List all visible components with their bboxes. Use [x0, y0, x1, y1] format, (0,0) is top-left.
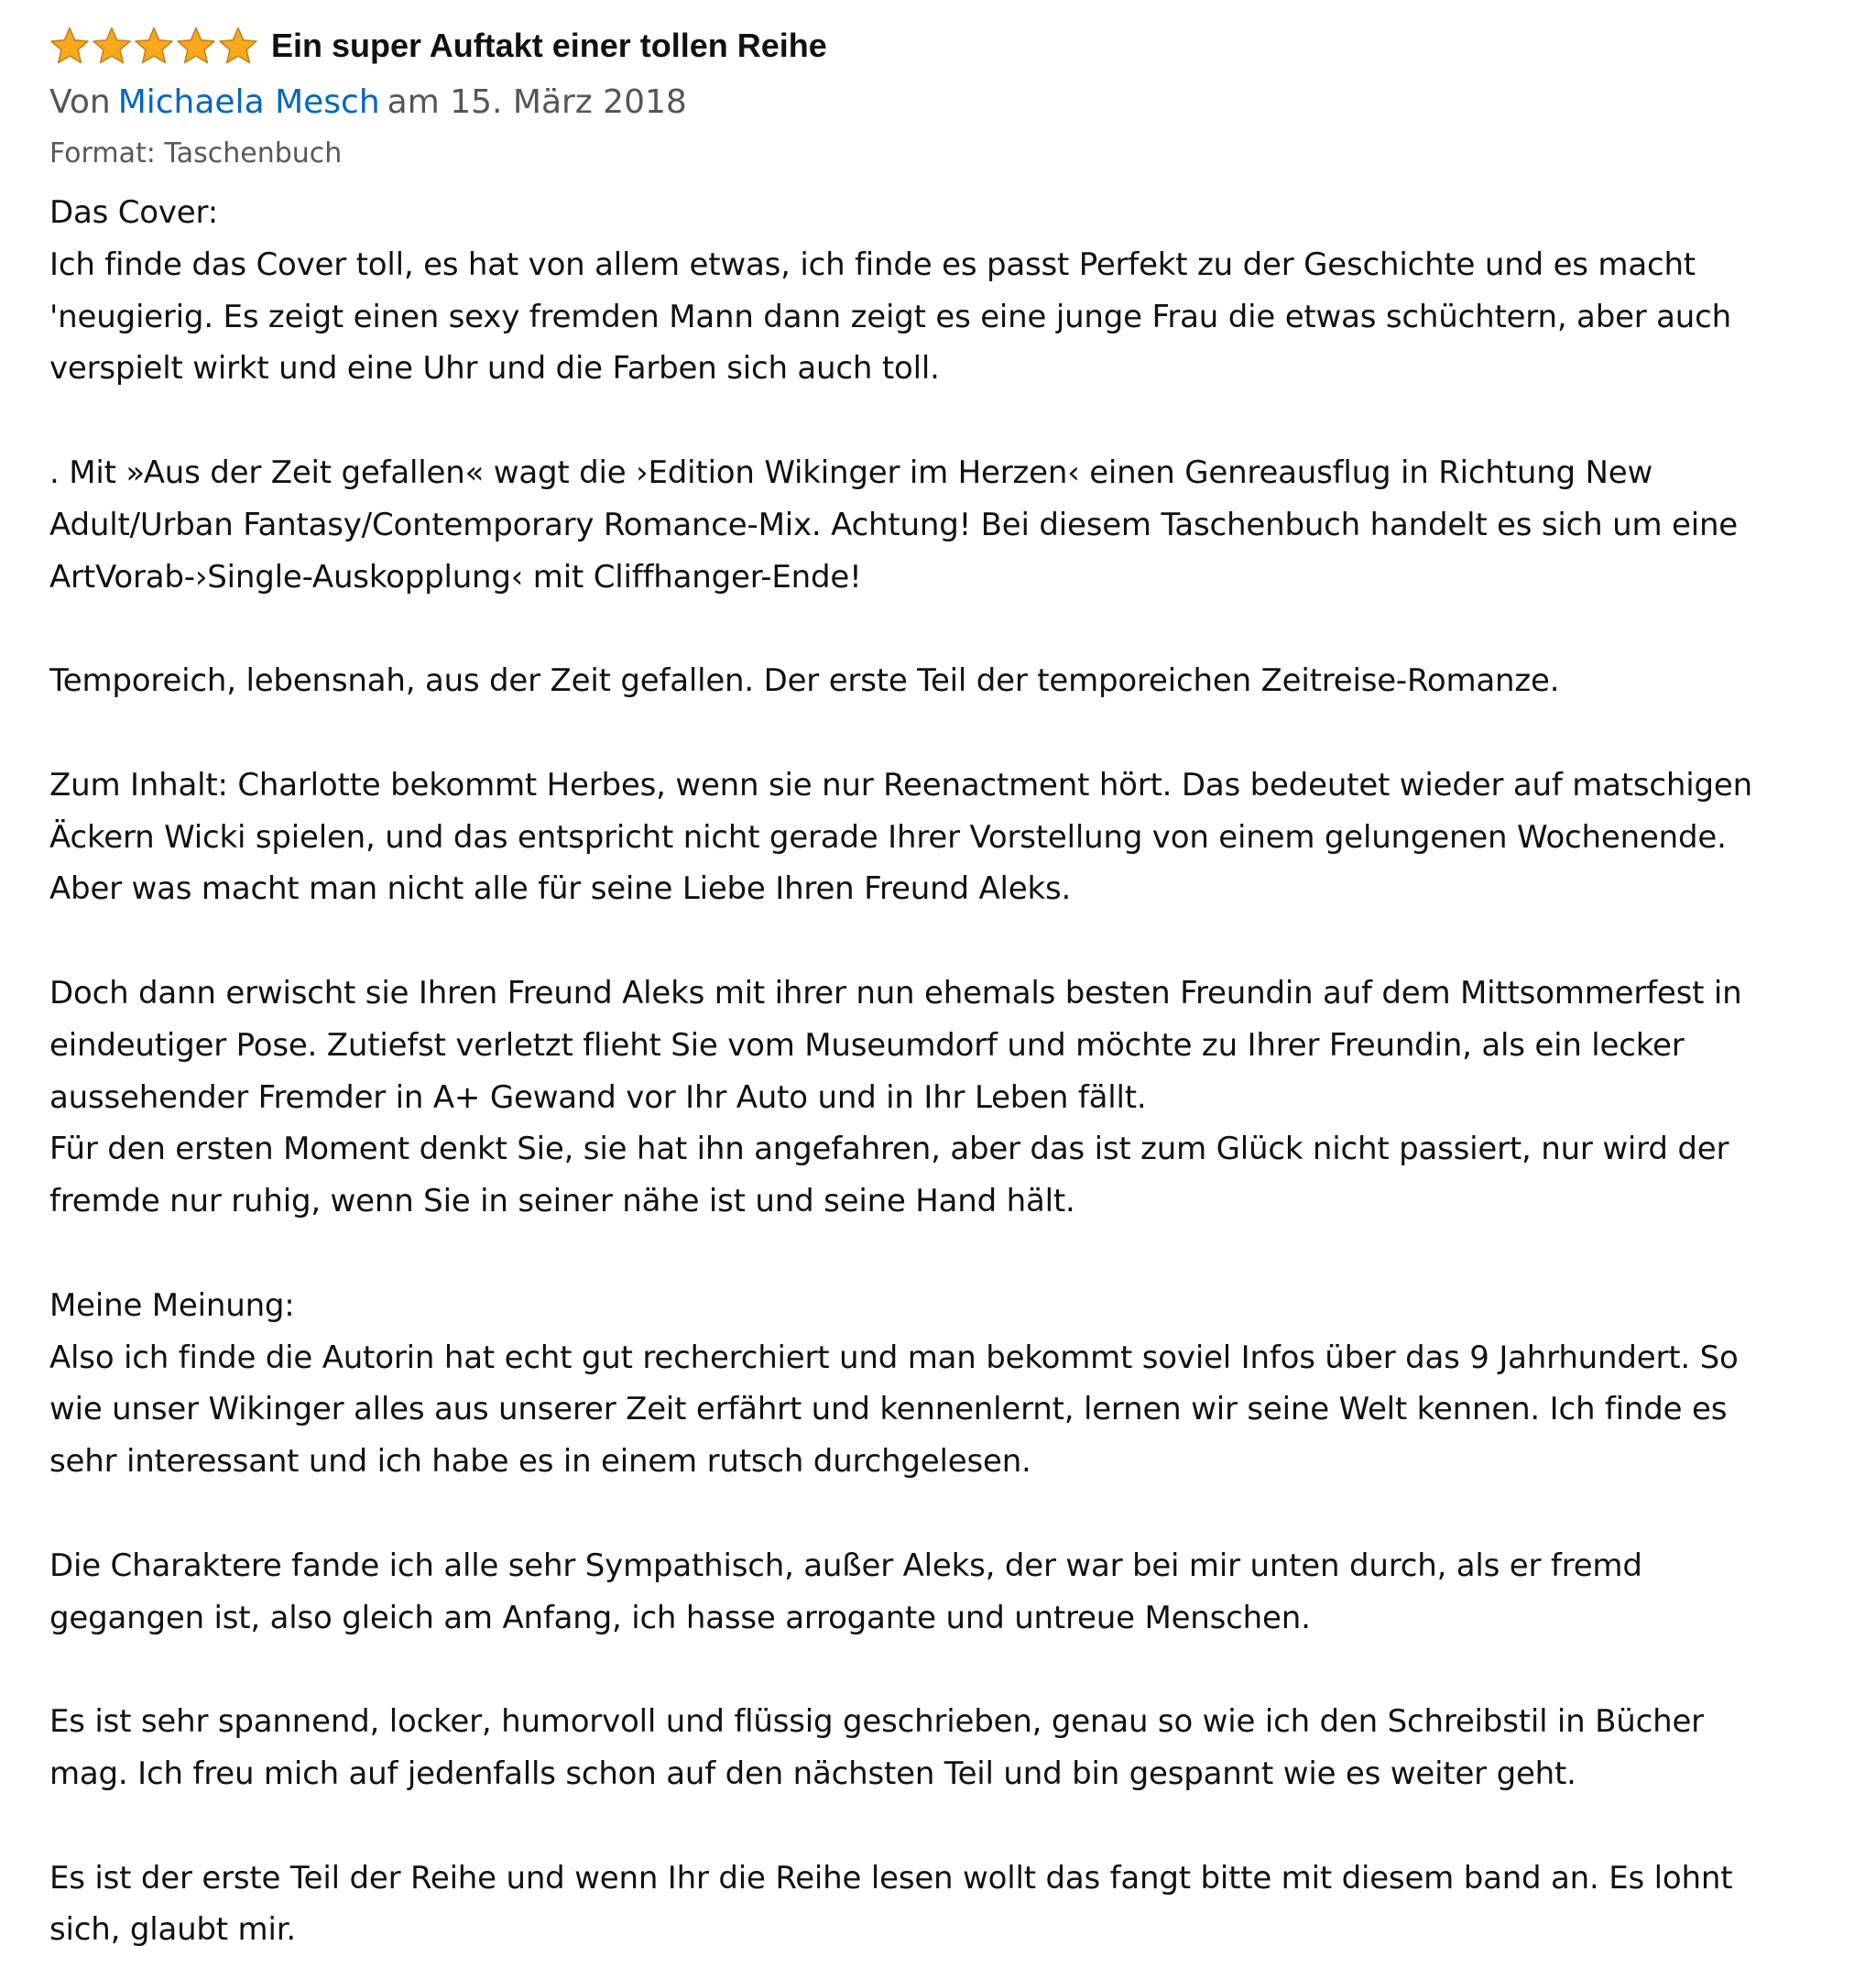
star-rating[interactable]: [49, 26, 258, 66]
review-text-line: 'neugierig. Es zeigt einen sexy fremden Mann dann zeigt es eine junge Frau die etwas schüchtern, aber auch: [49, 298, 1732, 335]
review-text-line: gegangen ist, also gleich am Anfang, ich hasse arrogante und untreue Menschen.: [49, 1599, 1311, 1636]
review-text-line: Zum Inhalt: Charlotte bekommt Herbes, wenn sie nur Reenactment hört. Das bedeutet wieder auf matschigen: [49, 766, 1752, 804]
review-text-line: Meine Meinung:: [49, 1286, 295, 1324]
paragraph-gap: [49, 707, 1845, 760]
star-icon: [49, 26, 90, 66]
paragraph-gap: [49, 1800, 1845, 1853]
review-text-line: Es ist sehr spannend, locker, humorvoll und flüssig geschrieben, genau so wie ich den Schreibstil in Bücher: [49, 1703, 1704, 1741]
review-text-line: Adult/Urban Fantasy/Contemporary Romance-Mix. Achtung! Bei diesem Taschenbuch handelt es sich um eine: [49, 506, 1739, 543]
customer-review: [49, 20, 1845, 1956]
review-text-line: Äckern Wicki spielen, und das entspricht nicht gerade Ihrer Vorstellung von einem gelungenen Wochenende.: [49, 818, 1727, 856]
review-text-line: Temporeich, lebensnah, aus der Zeit gefallen. Der erste Teil der temporeichen Zeitreise-Romanze.: [49, 662, 1560, 700]
review-text-line: fremde nur ruhig, wenn Sie in seiner nähe ist und seine Hand hält.: [49, 1183, 1075, 1220]
paragraph-gap: [49, 1488, 1845, 1540]
review-text-line: Es ist der erste Teil der Reihe und wenn Ihr die Reihe lesen wollt das fangt bitte mit diesem band an. Es lohnt: [49, 1859, 1733, 1897]
review-text-line: Also ich finde die Autorin hat echt gut recherchiert und man bekommt soviel Infos über das 9 Jahrhundert. So: [49, 1339, 1739, 1376]
review-text-line: ArtVorab-›Single-Auskopplung‹ mit Cliffhanger-Ende!: [49, 558, 862, 596]
review-text-line: sehr interessant und ich habe es in einem rutsch durchgelesen.: [49, 1443, 1031, 1481]
paragraph-gap: [49, 603, 1845, 655]
review-text-line: eindeutiger Pose. Zutiefst verletzt flieht Sie vom Museumdorf und möchte zu Ihrer Freundin, als ein lecker: [49, 1026, 1685, 1064]
paragraph-gap: [49, 395, 1845, 447]
review-text-line: Für den ersten Moment denkt Sie, sie hat ihn angefahren, aber das ist zum Glück nicht passiert, nur wird der: [49, 1131, 1729, 1168]
star-icon: [92, 26, 132, 66]
review-text-line: Das Cover:: [49, 194, 218, 231]
review-text-line: verspielt wirkt und eine Uhr und die Farben sich auch toll.: [49, 350, 940, 388]
review-text-line: Aber was macht man nicht alle für seine Liebe Ihren Freund Aleks.: [49, 870, 1072, 908]
review-text-line: aussehender Fremder in A+ Gewand vor Ihr Auto und in Ihr Leben fällt.: [49, 1078, 1147, 1116]
review-header: [49, 20, 1845, 71]
paragraph-gap: [49, 1644, 1845, 1696]
format-label: Format: Taschenbuch: [49, 137, 343, 169]
review-text-line: mag. Ich freu mich auf jedenfalls schon auf den nächsten Teil und bin gespannt wie es weiter geht.: [49, 1755, 1576, 1792]
byline-prefix: Von: [49, 83, 111, 121]
star-icon: [218, 26, 258, 66]
paragraph-gap: [49, 915, 1845, 968]
review-text-line: Die Charaktere fande ich alle sehr Sympathisch, außer Aleks, der war bei mir unten durch, als er fremd: [49, 1547, 1642, 1584]
author-link[interactable]: Michaela Mesch: [117, 83, 380, 121]
review-text-line: Ich finde das Cover toll, es hat von allem etwas, ich finde es passt Perfekt zu der Geschichte und es macht: [49, 246, 1696, 283]
star-icon: [176, 26, 216, 66]
review-date: am 15. März 2018: [387, 83, 687, 121]
review-text-line: wie unser Wikinger alles aus unserer Zeit erfährt und kennenlernt, lernen wir seine Welt kennen. Ich finde es: [49, 1391, 1728, 1428]
star-icon: [134, 26, 174, 66]
review-text-line: sich, glaubt mir.: [49, 1911, 296, 1949]
review-title[interactable]: Ein super Auftakt einer tollen Reihe: [271, 27, 827, 64]
paragraph-gap: [49, 1228, 1845, 1280]
review-byline: [49, 81, 1845, 128]
review-text-line: . Mit »Aus der Zeit gefallen« wagt die ›Edition Wikinger im Herzen‹ einen Genreausflug in Richtung New: [49, 454, 1653, 491]
review-body: [49, 187, 1845, 1956]
review-text-line: Doch dann erwischt sie Ihren Freund Aleks mit ihrer nun ehemals besten Freundin auf dem Mittsommerfest in: [49, 974, 1742, 1011]
